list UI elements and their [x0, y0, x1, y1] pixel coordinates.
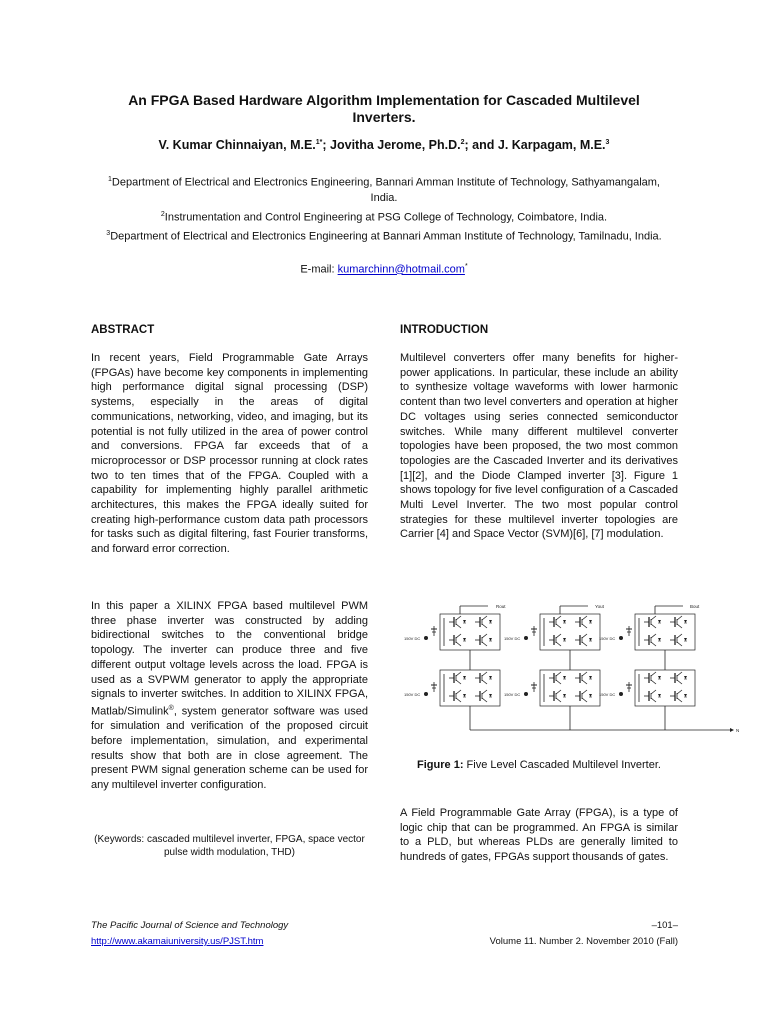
author-1-marker: 1* [315, 138, 323, 146]
footer-right [430, 918, 678, 950]
figure-1-caption: Figure 1: Five Level Cascaded Multilevel Inverter. [417, 759, 661, 771]
author-3: ; and J. Karpagam, M.E. [464, 138, 606, 152]
affiliation-1: $^1$Department of Electrical and Electronics Engineering, Bannari Amman Institute of Technology, Sathyamangalam, India. [108, 176, 660, 204]
affiliation-3: $^3$Department of Electrical and Electronics Engineering at Bannari Amman Institute of Technology, Tamilnadu, India. [106, 230, 662, 243]
introduction-paragraph-2: A Field Programmable Gate Array (FPGA), is a type of logic chip that can be programmed. An FPGA is similar to a PLD, but whereas PLDs are generally limited to hundreds of gates, FPGAs support thousands of gates. [400, 807, 678, 864]
dc-source-label: 150V DC [504, 692, 521, 697]
h-bridge-cell [524, 614, 600, 650]
dc-source-label: 150V DC [599, 692, 616, 697]
phase-label-b: Bout [690, 604, 700, 609]
abstract-heading: ABSTRACT [91, 324, 155, 336]
abstract-paragraph-1: In recent years, Field Programmable Gate Arrays (FPGAs) have become key components in implementing high performance digital signal processing (DSP) systems, especially in the areas of digital communications, networking, video, and imaging, but its potential is not fully utilized in the area of power control and conversions. FPGA far exceeds that of a microprocessor or DSP processor running at clock rates two to ten times that of the FPGA. Coupled with a capability for implementing highly parallel arithmetic architectures, this makes the FPGA ideally suited for creating high-performance custom data path processors for tasks such as digital filtering, fast Fourier transforms, and forward error correction. [91, 352, 368, 556]
footer-left [91, 918, 288, 950]
journal-url-link[interactable]: http://www.akamaiuniversity.us/PJST.htm [91, 936, 264, 947]
paper-title: An FPGA Based Hardware Algorithm Implementation for Cascaded Multilevel Inverters. [128, 92, 640, 125]
journal-name: The Pacific Journal of Science and Technology [91, 920, 289, 931]
dc-source-label: 150V DC [599, 636, 616, 641]
dc-source-label: 150V DC [404, 692, 421, 697]
abstract-paragraph-2: In this paper a XILINX FPGA based multilevel PWM three phase inverter was constructed by adding bidirectional switches to the conventional bridge topology. The inverter can produce three and five different output voltage levels across the load. FPGA is used as a SVPWM generator to apply the appropriate signals to inverter switches. In addition to XILINX FPGA, Matlab/Simulink®, system generator software was used for simulation and verification of the proposed circuit before implementation, simulation, and experimental results show that both are in close agreement. The present PWM signal generation scheme can be used for any multilevel inverter configuration. [91, 600, 368, 792]
dc-source-label: 150V DC [404, 636, 421, 641]
author-1: V. Kumar Chinnaiyan, M.E. [158, 138, 316, 152]
author-2: ; Jovitha Jerome, Ph.D. [322, 138, 461, 152]
author-line [60, 138, 708, 152]
figure-1-circuit [400, 600, 740, 740]
h-bridge-cell [424, 614, 500, 650]
introduction-heading: INTRODUCTION [400, 324, 489, 336]
page-number: –101– [651, 920, 678, 931]
phase-label-y: Yout [595, 604, 604, 609]
email-label: E-mail: [300, 263, 338, 276]
affiliation-2: $^2$Instrumentation and Control Engineering at PSG College of Technology, Coimbatore, India. [160, 210, 608, 224]
neutral-label: N [736, 728, 740, 733]
affiliations [96, 172, 672, 246]
keywords: (Keywords: cascaded multilevel inverter, FPGA, space vector pulse width modulation, THD) [94, 834, 365, 858]
email-line [96, 263, 672, 276]
h-bridge-cell [524, 670, 600, 706]
email-link[interactable]: kumarchinn@hotmail.com [337, 263, 465, 276]
introduction-paragraph-1: Multilevel converters offer many benefits for higher-power applications. In particular, these include an ability to synthesize voltage waveforms with lower harmonic content than two level converters and operation at higher DC voltages using series connected semiconductor switches. While many different multilevel converter topologies have been proposed, the two most common topologies are the Cascaded Inverter and its derivatives [1][2], and the Diode Clamped inverter [3]. Figure 1 shows topology for five level configuration of a Cascaded Multi Level Inverter. The two most popular control strategies for these multilevel inverter topologies are Carrier [4] and Space Vector (SVM)[6], [7] modulation. [400, 352, 678, 541]
dc-source-label: 150V DC [504, 636, 521, 641]
author-3-marker: 3 [605, 138, 610, 146]
h-bridge-cell [619, 614, 695, 650]
h-bridge-cell [619, 670, 695, 706]
h-bridge-cell [424, 670, 500, 706]
email-marker: * [464, 263, 468, 270]
volume-info: Volume 11. Number 2. November 2010 (Fall) [489, 936, 678, 947]
author-2-marker: 2 [460, 138, 465, 146]
phase-label-r: Rout [496, 604, 506, 609]
